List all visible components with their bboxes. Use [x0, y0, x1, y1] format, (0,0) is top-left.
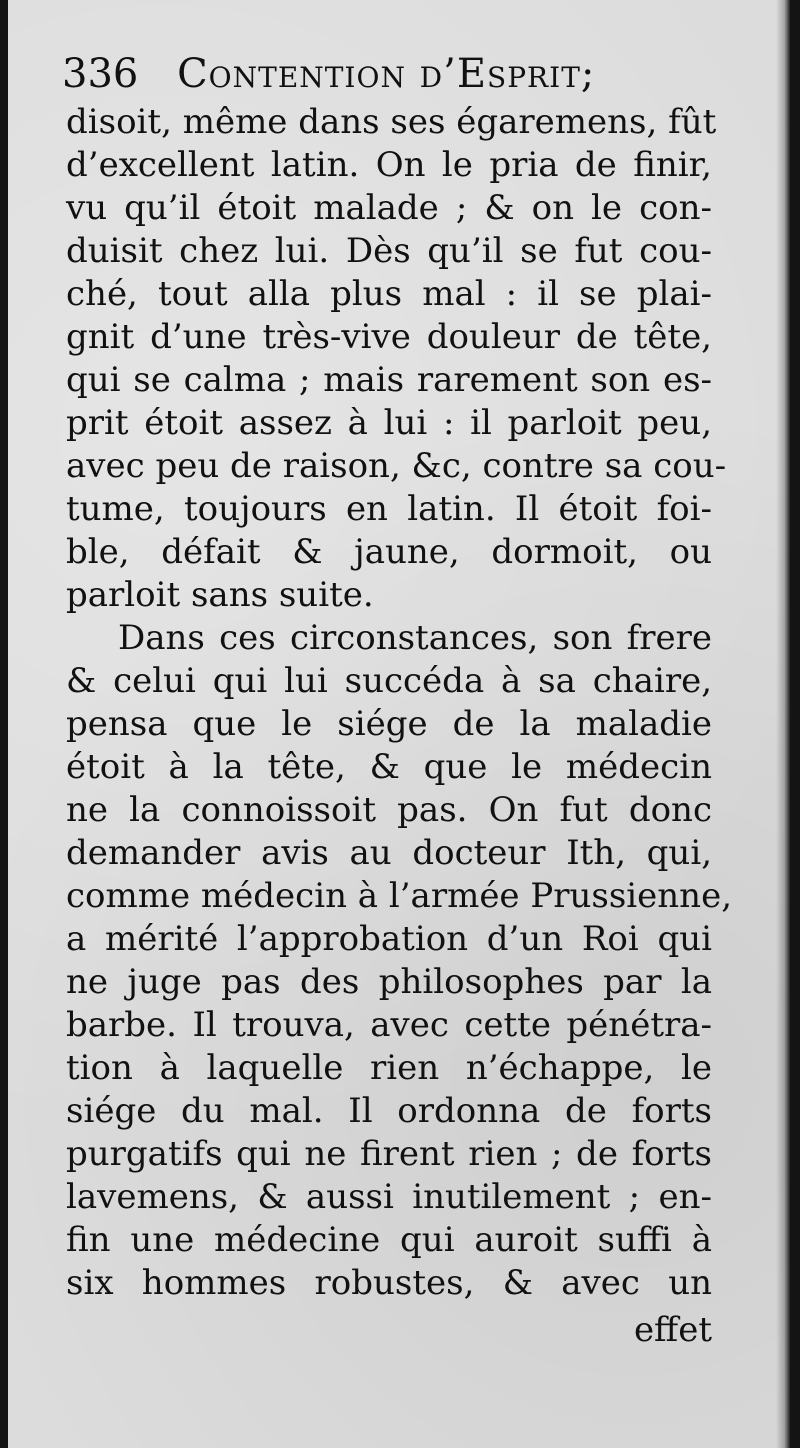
catchword: effet	[633, 1310, 712, 1350]
text-line: six hommes robustes, & avec un	[66, 1263, 712, 1303]
text-line: purgatifs qui ne firent rien ; de forts	[66, 1134, 712, 1174]
text-line: & celui qui lui succéda à sa chaire,	[66, 661, 712, 701]
text-line: Dans ces circonstances, son frere	[118, 618, 712, 658]
text-line: ne la connoissoit pas. On fut donc	[66, 790, 712, 830]
text-line: tume, toujours en latin. Il étoit foi-	[66, 489, 712, 529]
text-line: qui se calma ; mais rarement son es-	[66, 360, 712, 400]
page-number: 336	[62, 51, 139, 97]
text-line: ble, défait & jaune, dormoit, ou	[66, 532, 712, 572]
book-page	[8, 0, 790, 1448]
text-line: pensa que le siége de la maladie	[66, 704, 712, 744]
text-line: siége du mal. Il ordonna de forts	[66, 1091, 712, 1131]
text-line: duisit chez lui. Dès qu’il se fut cou-	[66, 231, 712, 271]
text-line: d’excellent latin. On le pria de finir,	[66, 145, 712, 185]
text-line: ché, tout alla plus mal : il se plai-	[66, 274, 712, 314]
text-line: ne juge pas des philosophes par la	[66, 962, 712, 1002]
text-line: prit étoit assez à lui : il parloit peu,	[66, 403, 712, 443]
text-line: parloit sans suite.	[66, 575, 374, 615]
text-line: étoit à la tête, & que le médecin	[66, 747, 712, 787]
text-line: gnit d’une très-vive douleur de tête,	[66, 317, 712, 357]
text-line: avec peu de raison, &c, contre sa cou-	[66, 446, 727, 486]
text-line: tion à laquelle rien n’échappe, le	[66, 1048, 712, 1088]
text-line: lavemens, & aussi inutilement ; en-	[66, 1177, 712, 1217]
running-head: Contention d’Esprit;	[177, 51, 596, 97]
page-gutter-shadow	[776, 0, 790, 1448]
text-line: barbe. Il trouva, avec cette pénétra-	[66, 1005, 712, 1045]
text-line: demander avis au docteur Ith, qui,	[66, 833, 712, 873]
text-line: disoit, même dans ses égaremens, fût	[66, 102, 717, 142]
text-line: comme médecin à l’armée Prussienne,	[66, 876, 733, 916]
text-line: a mérité l’approbation d’un Roi qui	[66, 919, 712, 959]
page-header	[62, 48, 702, 100]
text-line: fin une médecine qui auroit suffi à	[66, 1220, 712, 1260]
text-line: vu qu’il étoit malade ; & on le con-	[66, 188, 712, 228]
